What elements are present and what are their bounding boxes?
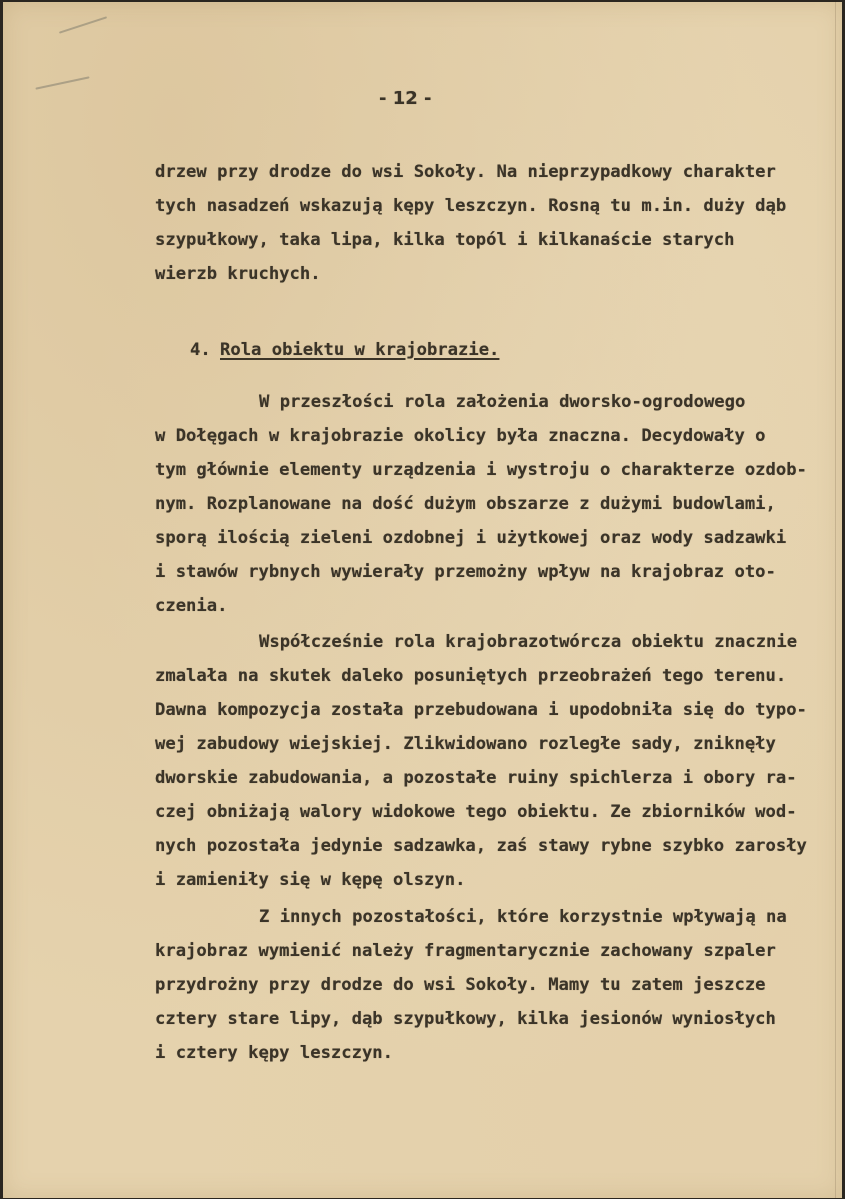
section-number: 4. xyxy=(190,340,211,360)
typewritten-page xyxy=(3,2,842,1198)
text-line: Dawna kompozycja została przebudowana i upodobniła się do typo- xyxy=(155,700,807,720)
text-line: dworskie zabudowania, a pozostałe ruiny spichlerza i obory ra- xyxy=(155,768,797,788)
text-line: nych pozostała jedynie sadzawka, zaś stawy rybne szybko zarosły xyxy=(155,836,807,856)
text-line: sporą ilością zieleni ozdobnej i użytkowej oraz wody sadzawki xyxy=(155,528,787,548)
paper-crease xyxy=(35,76,89,89)
text-line: W przeszłości rola założenia dworsko-ogrodowego xyxy=(259,392,746,412)
section-title: Rola obiektu w krajobrazie. xyxy=(220,340,500,360)
page-number: - 12 - xyxy=(379,88,432,109)
text-line: cztery stare lipy, dąb szypułkowy, kilka jesionów wyniosłych xyxy=(155,1009,776,1029)
text-line: szypułkowy, taka lipa, kilka topól i kilkanaście starych xyxy=(155,230,735,250)
page-edge xyxy=(835,2,836,1198)
text-line: i cztery kępy leszczyn. xyxy=(155,1043,393,1063)
text-line: przydrożny przy drodze do wsi Sokoły. Mamy tu zatem jeszcze xyxy=(155,975,766,995)
text-line: tych nasadzeń wskazują kępy leszczyn. Rosną tu m.in. duży dąb xyxy=(155,196,787,216)
text-line: i zamieniły się w kępę olszyn. xyxy=(155,870,466,890)
text-line: Współcześnie rola krajobrazotwórcza obiektu znacznie xyxy=(259,632,798,652)
text-line: tym głównie elementy urządzenia i wystroju o charakterze ozdob- xyxy=(155,460,807,480)
text-line: wej zabudowy wiejskiej. Zlikwidowano rozległe sady, zniknęły xyxy=(155,734,776,754)
paper-crease xyxy=(59,16,107,33)
text-line: krajobraz wymienić należy fragmentarycznie zachowany szpaler xyxy=(155,941,776,961)
text-line: i stawów rybnych wywierały przemożny wpływ na krajobraz oto- xyxy=(155,562,776,582)
text-line: zmalała na skutek daleko posuniętych przeobrażeń tego terenu. xyxy=(155,666,787,686)
text-line: Z innych pozostałości, które korzystnie wpływają na xyxy=(259,907,787,927)
text-line: czej obniżają walory widokowe tego obiektu. Ze zbiorników wod- xyxy=(155,802,797,822)
text-line: w Dołęgach w krajobrazie okolicy była znaczna. Decydowały o xyxy=(155,426,766,446)
text-line: drzew przy drodze do wsi Sokoły. Na nieprzypadkowy charakter xyxy=(155,162,776,182)
text-line: wierzb kruchych. xyxy=(155,264,321,284)
text-line: nym. Rozplanowane na dość dużym obszarze z dużymi budowlami, xyxy=(155,494,776,514)
text-line: czenia. xyxy=(155,596,228,616)
